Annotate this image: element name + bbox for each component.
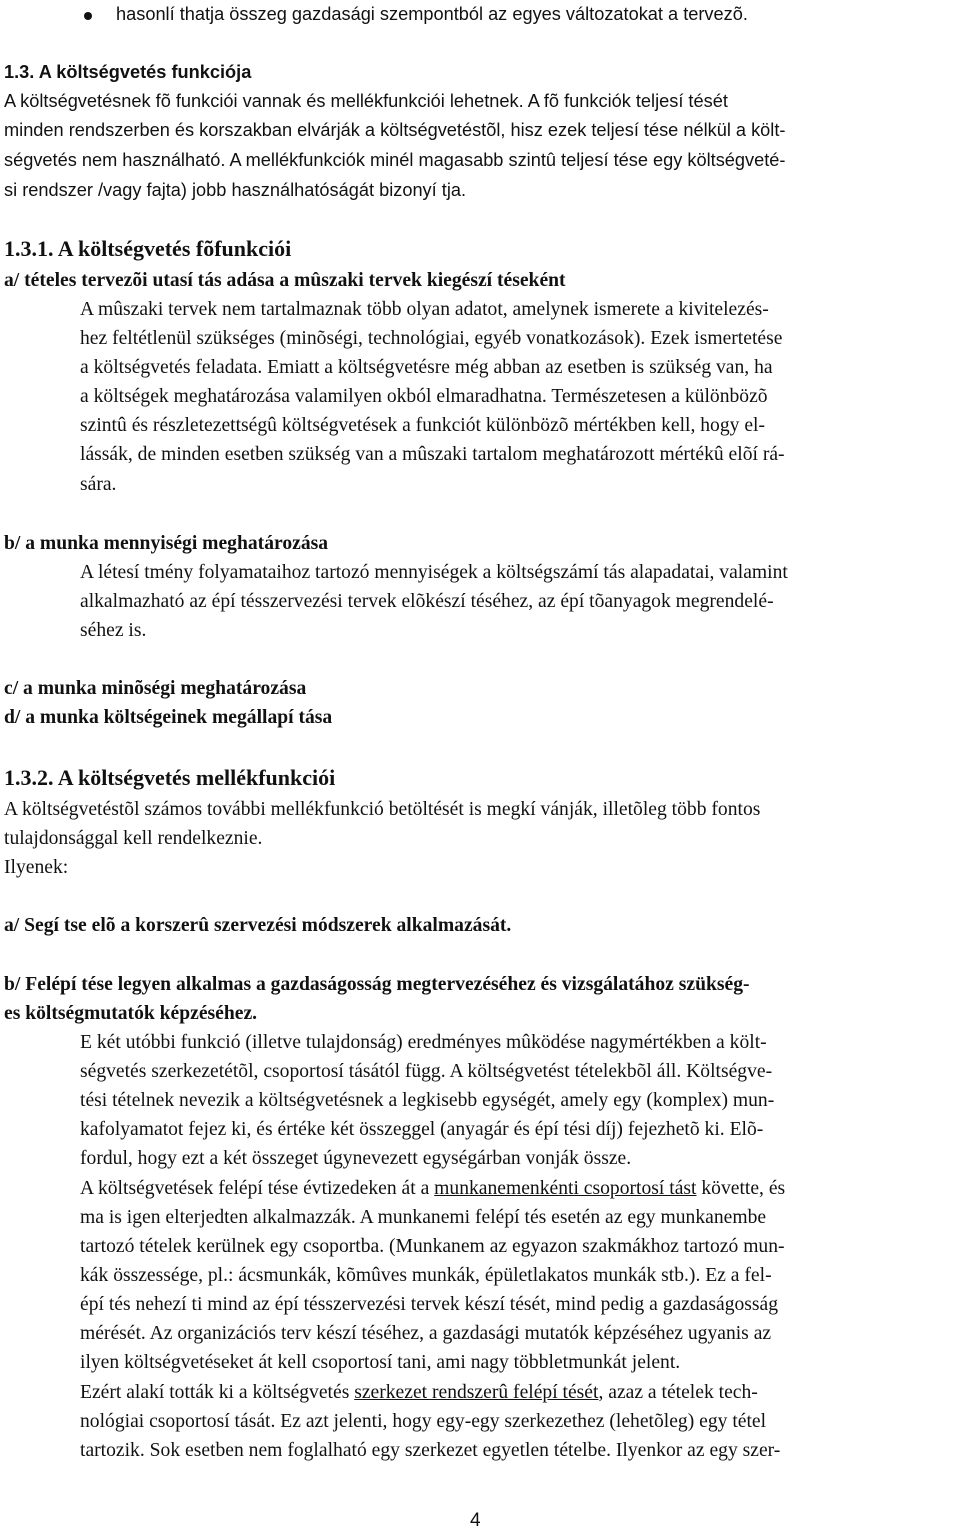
- p2-text: A költségvetések felépí tése évtizedeken át a: [80, 1178, 435, 1199]
- item-a-line: a költségek meghatározása valamilyen okból elmaradhatna. Természetesen a különbözõ: [80, 386, 768, 407]
- mellek-b-p2-first-line: [80, 1178, 785, 1200]
- mellek-b-p2-line: ma is igen elterjedten alkalmazzák. A munkanemi felépí tés esetén az egy munkanembe: [80, 1207, 767, 1228]
- item-b-line: alkalmazható az épí tésszervezési tervek elõkészí téséhez, az épí tõanyagok megrendelé-: [80, 591, 774, 612]
- item-b-line: A létesí tmény folyamataihoz tartozó mennyiségek a költségszámí tás alapadatai, valamint: [80, 562, 788, 583]
- item-a-line: sára.: [80, 474, 117, 495]
- item-a-line: a költségvetés feladata. Emiatt a költségvetésre még abban az esetben is szükség van, ha: [80, 357, 773, 378]
- mellek-b-p1-line: ségvetés szerkezetétõl, csoportosí tásától függ. A költségvetést tételekbõl áll. Költségve-: [80, 1061, 773, 1082]
- mellek-item-a-title: a/ Segí tse elõ a korszerû szervezési módszerek alkalmazását.: [4, 915, 512, 936]
- mellek-b-p2-line: ilyen költségvetéseket át kell csoportosí tani, ami nagy többletmunkát jelent.: [80, 1352, 681, 1373]
- section-132-line: Ilyenek:: [4, 857, 69, 878]
- item-b-title: b/ a munka mennyiségi meghatározása: [4, 533, 329, 554]
- item-a-line: hez feltétlenül szükséges (minõségi, technológiai, egyéb vonatkozások). Ezek ismertetése: [80, 328, 783, 349]
- mellek-b-p3-line: tartozik. Sok esetben nem foglalható egy szerkezet egyetlen tételbe. Ilyenkor az egy szer-: [80, 1440, 781, 1461]
- mellek-b-p3-line: nológiai csoportosí tását. Ez azt jelenti, hogy egy-egy szerkezethez (lehetõleg) egy tétel: [80, 1411, 767, 1432]
- item-c-title: c/ a munka minõségi meghatározása: [4, 678, 307, 699]
- bullet-dot-icon: [84, 12, 92, 20]
- p3-text: Ezért alakí tották ki a költségvetés: [80, 1382, 355, 1403]
- mellek-b-p1-line: tési tételnek nevezik a költségvetésnek a legkisebb egységét, amely egy (komplex) mun-: [80, 1090, 775, 1111]
- mellek-b-p3-first-line: [80, 1382, 758, 1404]
- mellek-b-p2-line: kák összessége, pl.: ácsmunkák, kõmûves munkák, épületlakatos munkák stb.). Ez a fel-: [80, 1265, 772, 1286]
- section-132-heading: 1.3.2. A költségvetés mellékfunkciói: [4, 765, 336, 790]
- section-13-line: si rendszer /vagy fajta) jobb használhatóságát bizonyí tja.: [4, 180, 467, 200]
- item-d-title: d/ a munka költségeinek megállapí tása: [4, 707, 333, 728]
- intro-bullet-item: [84, 4, 748, 25]
- section-132-line: tulajdonsággal kell rendelkeznie.: [4, 828, 263, 849]
- mellek-item-b-title: es költségmutatók képzéséhez.: [4, 1003, 258, 1024]
- mellek-b-p2-line: épí tés nehezí ti mind az épí tésszervezési tervek készí tését, mind pedig a gazdaságosság: [80, 1294, 779, 1315]
- section-13-heading: 1.3. A költségvetés funkciója: [4, 62, 252, 82]
- p3-underlined-term: szerkezet rendszerû felépí tését: [354, 1382, 599, 1403]
- p3-text: , azaz a tételek tech-: [598, 1382, 758, 1403]
- section-13-line: A költségvetésnek fõ funkciói vannak és mellékfunkciói lehetnek. A fõ funkciók teljesí tését: [4, 91, 728, 111]
- item-a-title: a/ tételes tervezõi utasí tás adása a mûszaki tervek kiegészí téseként: [4, 270, 566, 291]
- mellek-b-p1-line: fordul, hogy ezt a két összeget úgynevezett egységárban vonják össze.: [80, 1148, 632, 1169]
- p2-underlined-term: munkanemenkénti csoportosí tást: [434, 1178, 697, 1199]
- item-a-line: A mûszaki tervek nem tartalmaznak több olyan adatot, amelynek ismerete a kivitelezés-: [80, 299, 769, 320]
- mellek-b-p2-line: mérését. Az organizációs terv készí téséhez, a gazdasági mutatók képzéséhez ugyanis az: [80, 1323, 772, 1344]
- intro-bullet-text: hasonlí thatja összeg gazdasági szempontból az egyes változatokat a tervezõ.: [116, 4, 748, 24]
- item-a-line: szintû és részletezettségû költségvetések a funkciót különbözõ mértékben kell, hogy el-: [80, 415, 766, 436]
- section-13-line: ségvetés nem használható. A mellékfunkciók minél magasabb szintû teljesí tése egy költségveté-: [4, 150, 786, 170]
- mellek-item-b-title: b/ Felépí tése legyen alkalmas a gazdaságosság megtervezéséhez és vizsgálatához szükség-: [4, 974, 750, 995]
- mellek-b-p1-line: E két utóbbi funkció (illetve tulajdonság) eredményes mûködése nagymértékben a költ-: [80, 1032, 767, 1053]
- p2-text: követte, és: [696, 1178, 786, 1199]
- section-132-line: A költségvetéstõl számos további mellékfunkció betöltését is megkí vánják, illetõleg több fontos: [4, 799, 761, 820]
- section-13-line: minden rendszerben és korszakban elvárják a költségvetéstõl, hisz ezek teljesí tése nélkül a költ-: [4, 120, 786, 140]
- page-number: 4: [470, 1510, 481, 1531]
- mellek-b-p1-line: kafolyamatot fejez ki, és értéke két összeggel (anyagár és épí tési díj) fejezhetõ ki. Elõ-: [80, 1119, 764, 1140]
- item-a-line: lássák, de minden esetben szükség van a mûszaki tartalom meghatározott mértékû elõí rá-: [80, 444, 785, 465]
- mellek-b-p2-line: tartozó tételek kerülnek egy csoportba. (Munkanem az egyazon szakmákhoz tartozó mun-: [80, 1236, 785, 1257]
- section-131-heading: 1.3.1. A költségvetés fõfunkciói: [4, 236, 292, 261]
- item-b-line: séhez is.: [80, 620, 147, 641]
